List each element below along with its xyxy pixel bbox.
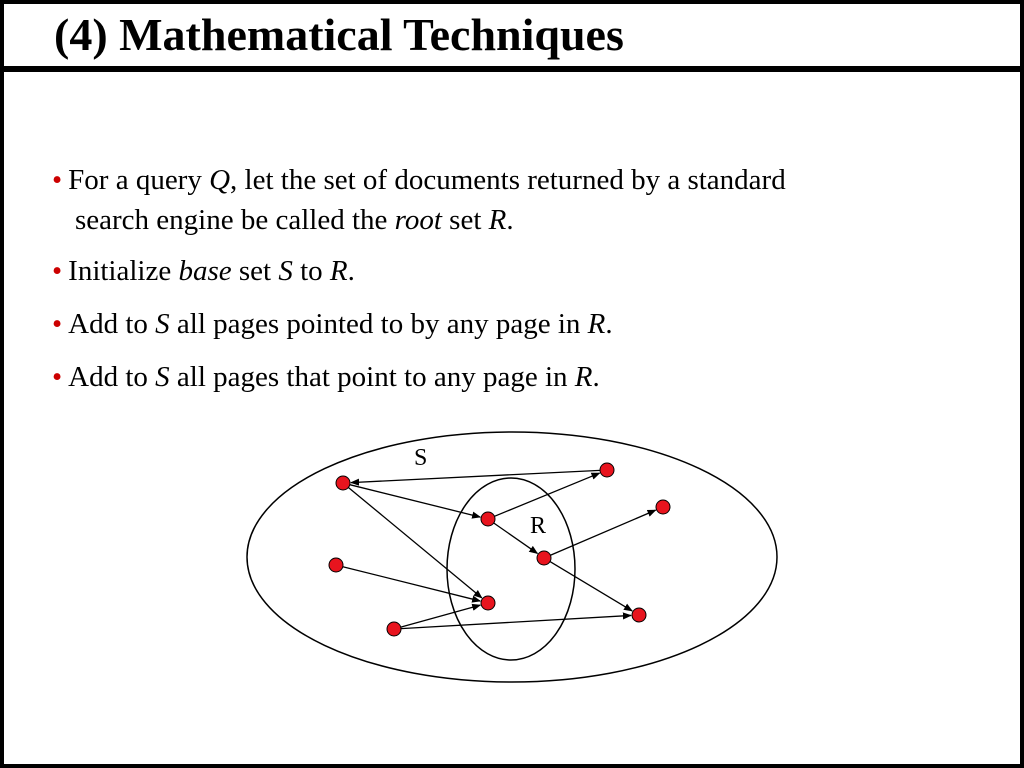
italic-term: R (329, 255, 348, 287)
base-set-s-label: S (414, 445, 428, 471)
page-node-i (387, 622, 401, 636)
root-set-r-label: R (530, 513, 547, 539)
page-node-b (600, 463, 614, 477)
bullet-marker: • (52, 164, 63, 196)
text-run: . (592, 361, 600, 393)
text-run: For a query (68, 164, 210, 196)
root-set-r-ellipse (447, 478, 575, 660)
italic-term: R (587, 308, 606, 340)
text-run: , let the set of documents returned by a standard (230, 164, 786, 196)
text-run: . (347, 255, 355, 287)
page-node-a (336, 476, 350, 490)
edge-e-to-c (550, 510, 655, 555)
edge-a-to-g (348, 487, 481, 597)
text-run: search engine be called the (75, 204, 395, 236)
edge-i-to-g (401, 605, 481, 627)
italic-term: R (488, 204, 507, 236)
text-run: . (506, 204, 514, 236)
page-node-h (632, 608, 646, 622)
edge-a-to-d (350, 485, 480, 517)
italic-term: S (155, 361, 170, 393)
italic-term: root (394, 204, 442, 236)
slide-title: (4) Mathematical Techniques (54, 9, 624, 60)
italic-term: base (178, 255, 232, 287)
italic-term: R (574, 361, 593, 393)
text-run: all pages that point to any page in (169, 361, 575, 393)
edge-d-to-b (494, 473, 599, 516)
edge-f-to-g (343, 567, 480, 601)
text-run: Initialize (68, 255, 179, 287)
text-run: set (231, 255, 279, 287)
graph-nodes (329, 463, 670, 636)
page-node-f (329, 558, 343, 572)
text-run: all pages pointed to by any page in (169, 308, 588, 340)
text-run: . (605, 308, 613, 340)
graph-edges (343, 470, 656, 628)
italic-term: S (278, 255, 293, 287)
text-run: to (292, 255, 330, 287)
page-node-c (656, 500, 670, 514)
edge-e-to-h (550, 562, 632, 611)
text-run: Add to (68, 361, 156, 393)
page-node-d (481, 512, 495, 526)
page-node-g (481, 596, 495, 610)
bullet-marker: • (52, 255, 63, 287)
bullet-marker: • (52, 361, 63, 393)
text-run: Add to (68, 308, 156, 340)
page-node-e (537, 551, 551, 565)
italic-term: Q (209, 164, 231, 196)
edge-b-to-a (351, 470, 600, 482)
italic-term: S (155, 308, 170, 340)
text-run: set (441, 204, 489, 236)
base-set-s-ellipse (247, 432, 777, 682)
bullet-marker: • (52, 308, 63, 340)
